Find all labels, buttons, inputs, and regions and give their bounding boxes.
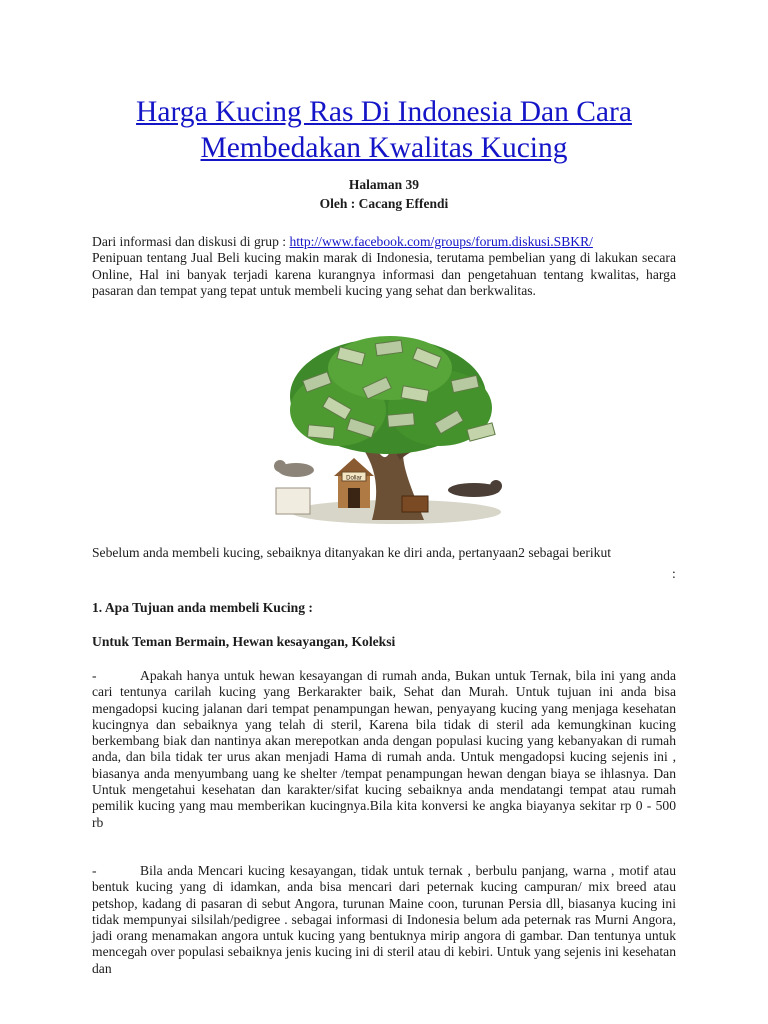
picture-card bbox=[276, 488, 310, 514]
author-label: Oleh : Cacang Effendi bbox=[319, 196, 449, 211]
title-line-1[interactable]: Harga Kucing Ras Di Indonesia Dan Cara bbox=[136, 96, 632, 128]
forum-link[interactable]: http://www.facebook.com/groups/forum.diskusi.SBKR/ bbox=[289, 234, 593, 249]
dollar-sign-label: Dollar bbox=[346, 475, 362, 482]
intro-rest: Penipuan tentang Jual Beli kucing makin marak di Indonesia, terutama pembelian yang di lakukan secara Online, Hal ini banyak terjadi karena kurangnya informasi dan pengetahuan tentang kwalitas, harga pasaran dan tempat yang tepat untuk membeli kucing yang sehat dan berkwalitas. bbox=[92, 250, 676, 298]
bullet-2-text: Bila anda Mencari kucing kesayangan, tidak untuk ternak , berbulu panjang, warna , motif atau bentuk kucing yang di idamkan, anda bisa mencari dari peternak kucing campuran/ mix breed atau petshop, kadang di pasaran di sebut Angora, turunan Maine coon, turunan Persia dll, biasanya kucing ini tidak mempunyai silsilah/pedigree . sebagai informasi di Indonesia belum ada peternak ras Murni Angora, jadi orang menamakan angora untuk kucing yang bentuknya mirip angora di gambar. Dan tentunya untuk mencegah over populasi sebaiknya jenis kucing ini di steril atau di kebiri. Untuk yang sejenis ini kesehatan dan bbox=[92, 863, 676, 976]
document-title[interactable] bbox=[96, 94, 672, 166]
money-foliage bbox=[290, 336, 495, 454]
treasure-chest bbox=[402, 496, 428, 512]
question-intro-colon: : bbox=[672, 566, 676, 581]
question-intro: Sebelum anda membeli kucing, sebaiknya ditanyakan ke diri anda, pertanyaan2 sebagai berikut bbox=[92, 545, 612, 560]
money-tree-illustration bbox=[268, 330, 508, 526]
bullet-1-text: Apakah hanya untuk hewan kesayangan di rumah anda, Bukan untuk Ternak, bila ini yang anda cari tentunya carilah kucing yang Berkarakter baik, Sehat dan Murah. Untuk tujuan ini anda bisa mengadopsi kucing jalanan dari tempat penampungan hewan, penyayang kucing yang menjaga kesehatan kucingnya dan sebaiknya yang telah di steril, Karena bila tidak di steril ada kemungkinan kucing berkembang biak dan nantinya akan merepotkan anda dengan populasi kucing yang kebanyakan di rumah anda, dan bila tidak ter urus akan menjadi Hama di rumah anda. Untuk mengadopsi kucing sejenis ini , biasanya anda menyumbang uang ke shelter /tempat penampungan hewan dengan biaya se ihlasnya. Dan Untuk mengetahui kesehatan dan karakter/sifat kucing sebaiknya anda mendatangi tempat atau rumah pemilik kucing yang mau memberikan kucingnya.Bila kita konversi ke angka biayanya sekitar rp 0 - 500 rb bbox=[92, 668, 676, 830]
intro-lead: Dari informasi dan diskusi di grup : bbox=[92, 234, 287, 249]
page-label: Halaman 39 bbox=[348, 177, 420, 192]
cat-left-head bbox=[274, 460, 286, 472]
bullet-marker: - bbox=[92, 668, 97, 683]
bullet-item bbox=[92, 863, 676, 977]
intro-paragraph bbox=[92, 234, 676, 299]
bullet-item bbox=[92, 668, 676, 831]
title-line-2[interactable]: Membedakan Kwalitas Kucing bbox=[200, 132, 568, 164]
dog-house bbox=[334, 458, 374, 508]
section-1-heading: 1. Apa Tujuan anda membeli Kucing : bbox=[92, 600, 313, 615]
section-1-subheading: Untuk Teman Bermain, Hewan kesayangan, Koleksi bbox=[92, 634, 396, 649]
cat-right-head bbox=[490, 480, 502, 492]
bullet-marker: - bbox=[92, 863, 97, 878]
